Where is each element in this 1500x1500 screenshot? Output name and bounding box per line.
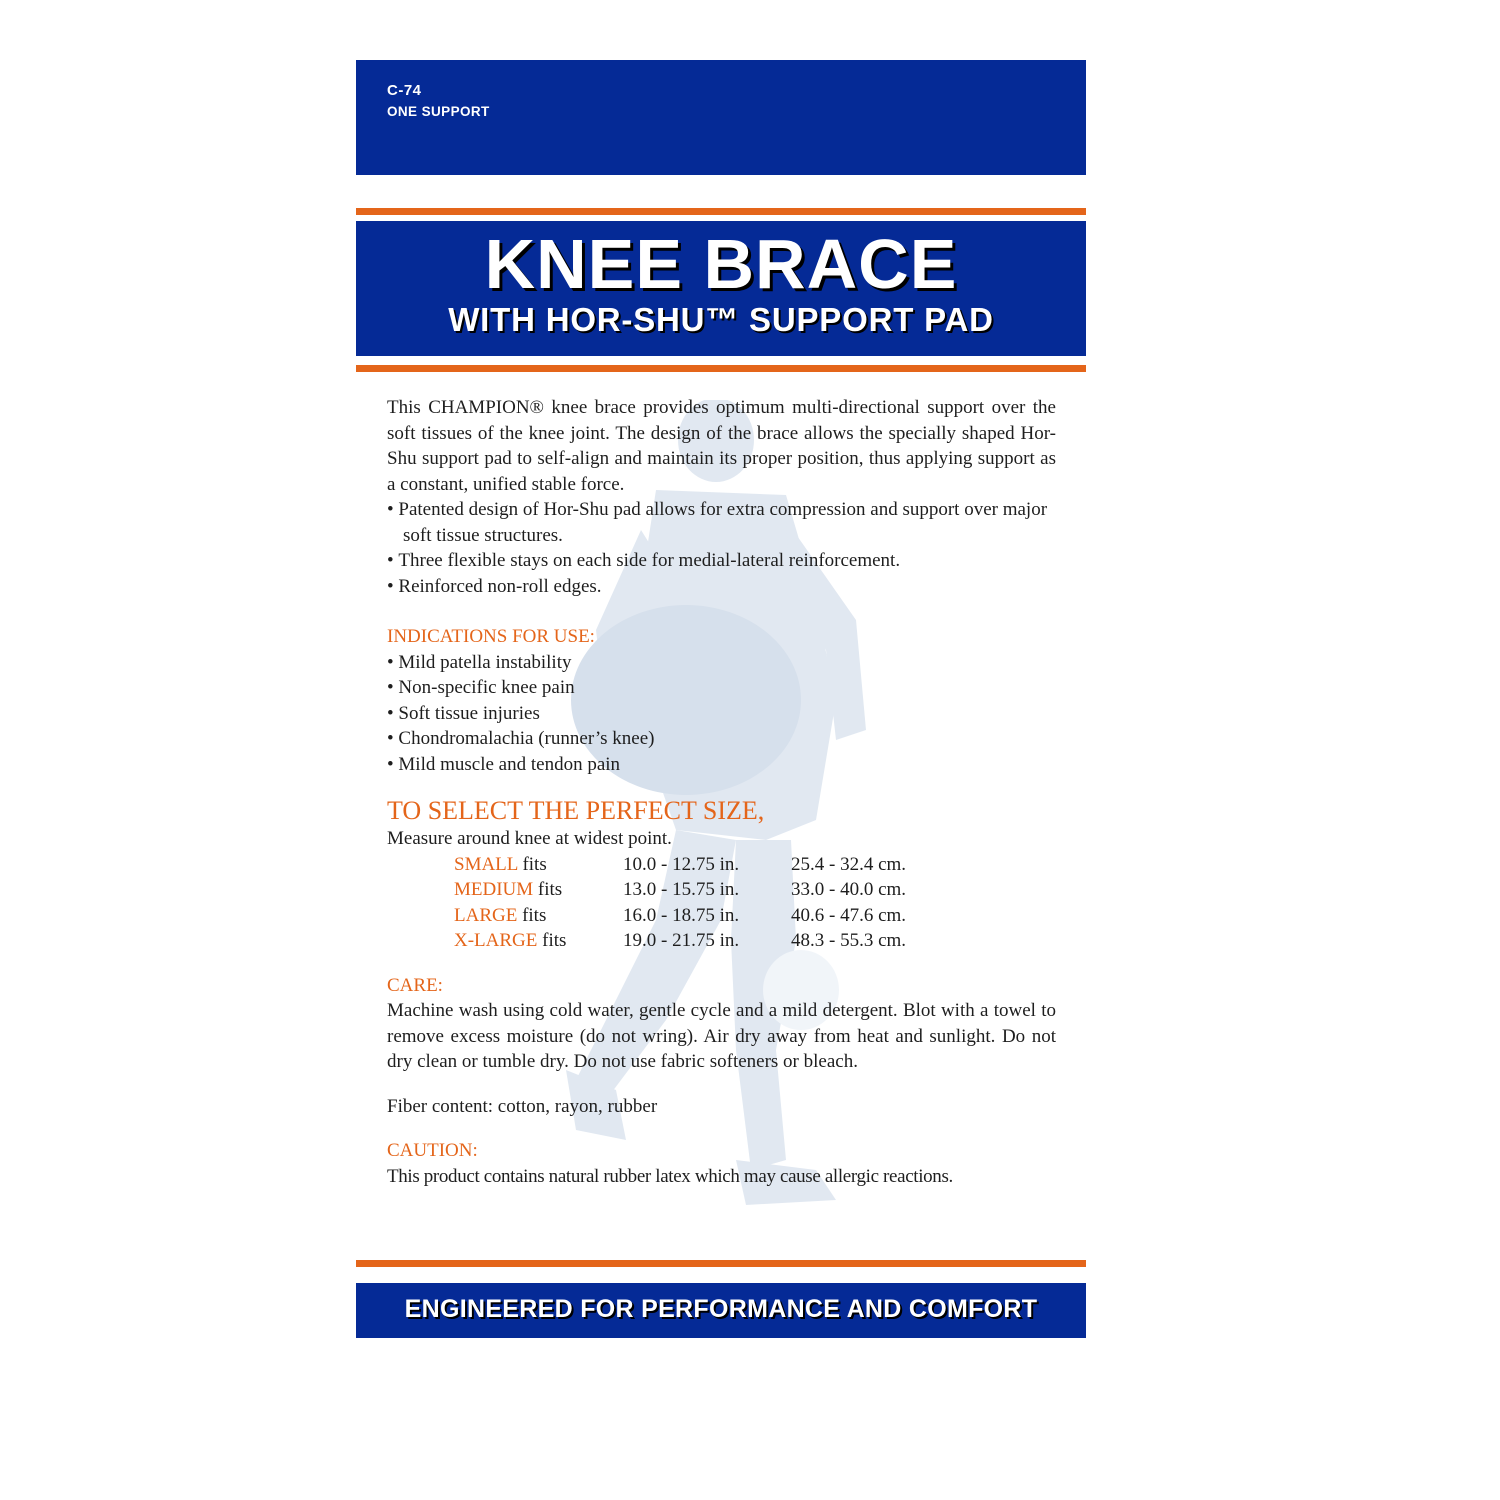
product-title: KNEE BRACE xyxy=(484,225,958,303)
fits-label: fits xyxy=(522,853,547,875)
feature-list xyxy=(387,497,1056,599)
size-inches: 13.0 - 15.75 in. xyxy=(623,879,740,900)
content-body xyxy=(387,395,1056,1189)
caution-text: This product contains natural rubber latex which may cause allergic reactions. xyxy=(387,1165,953,1187)
title-band xyxy=(356,221,1086,356)
size-name: LARGE xyxy=(454,904,518,926)
size-row-large xyxy=(454,903,1056,929)
size-inches: 10.0 - 12.75 in. xyxy=(623,853,740,875)
size-name: SMALL xyxy=(454,853,518,875)
orange-stripe-top xyxy=(356,208,1086,215)
feature-item: • Reinforced non-roll edges. xyxy=(387,574,1056,600)
size-inches: 16.0 - 18.75 in. xyxy=(623,904,740,926)
intro-paragraph: This CHAMPION® knee brace provides optimum multi-directional support over the soft tissues of the knee joint. The design of the brace allows the specially shaped Hor-Shu support pad to self-align and maintain its proper position, thus applying support as a constant, unified stable force. xyxy=(387,397,1056,495)
fiber-content: Fiber content: cotton, rayon, rubber xyxy=(387,1095,658,1117)
fits-label: fits xyxy=(542,930,567,951)
size-cm: 33.0 - 40.0 cm. xyxy=(791,879,907,900)
size-inches: 19.0 - 21.75 in. xyxy=(623,930,740,951)
care-heading: CARE: xyxy=(387,974,443,996)
size-name: X-LARGE xyxy=(454,930,538,951)
size-row-xlarge xyxy=(454,928,1056,954)
size-row-small xyxy=(454,852,1056,878)
size-name: MEDIUM xyxy=(454,879,534,900)
fits-label: fits xyxy=(522,904,547,926)
size-table xyxy=(454,852,1056,954)
indications-list xyxy=(387,650,1056,778)
indication-item: • Mild muscle and tendon pain xyxy=(387,752,1056,778)
product-subtitle: WITH HOR-SHU™ SUPPORT PAD xyxy=(448,301,994,338)
sizing-instruction: Measure around knee at widest point. xyxy=(387,828,672,849)
care-text: Machine wash using cold water, gentle cycle and a mild detergent. Blot with a towel to remove excess moisture (do not wring). Air dry away from heat and sunlight. Do not dry clean or tumble dry. Do not use fabric softeners or bleach. xyxy=(387,1000,1056,1072)
size-cm: 25.4 - 32.4 cm. xyxy=(791,853,907,875)
tagline: ENGINEERED FOR PERFORMANCE AND COMFORT xyxy=(404,1295,1038,1323)
size-cm: 40.6 - 47.6 cm. xyxy=(791,904,907,926)
feature-item: • Patented design of Hor-Shu pad allows for extra compression and support over major soft tissue structures. xyxy=(387,497,1056,548)
header-band xyxy=(356,60,1086,175)
caution-heading: CAUTION: xyxy=(387,1140,478,1161)
indication-item: • Chondromalachia (runner’s knee) xyxy=(387,726,1056,752)
indication-item: • Soft tissue injuries xyxy=(387,701,1056,727)
orange-stripe-mid xyxy=(356,365,1086,372)
indication-item: • Non-specific knee pain xyxy=(387,675,1056,701)
footer-band xyxy=(356,1283,1086,1338)
size-row-medium xyxy=(454,877,1056,903)
fits-label: fits xyxy=(537,879,563,900)
orange-stripe-bottom xyxy=(356,1260,1086,1267)
indications-heading: INDICATIONS FOR USE: xyxy=(387,626,595,647)
indication-item: • Mild patella instability xyxy=(387,650,1056,676)
product-card xyxy=(356,60,1086,1338)
product-code: C-74 xyxy=(387,82,422,99)
product-model: ONE SUPPORT xyxy=(387,104,490,119)
sizing-heading: TO SELECT THE PERFECT SIZE, xyxy=(387,796,765,825)
size-cm: 48.3 - 55.3 cm. xyxy=(791,930,907,951)
feature-item: • Three flexible stays on each side for medial-lateral reinforcement. xyxy=(387,548,1056,574)
